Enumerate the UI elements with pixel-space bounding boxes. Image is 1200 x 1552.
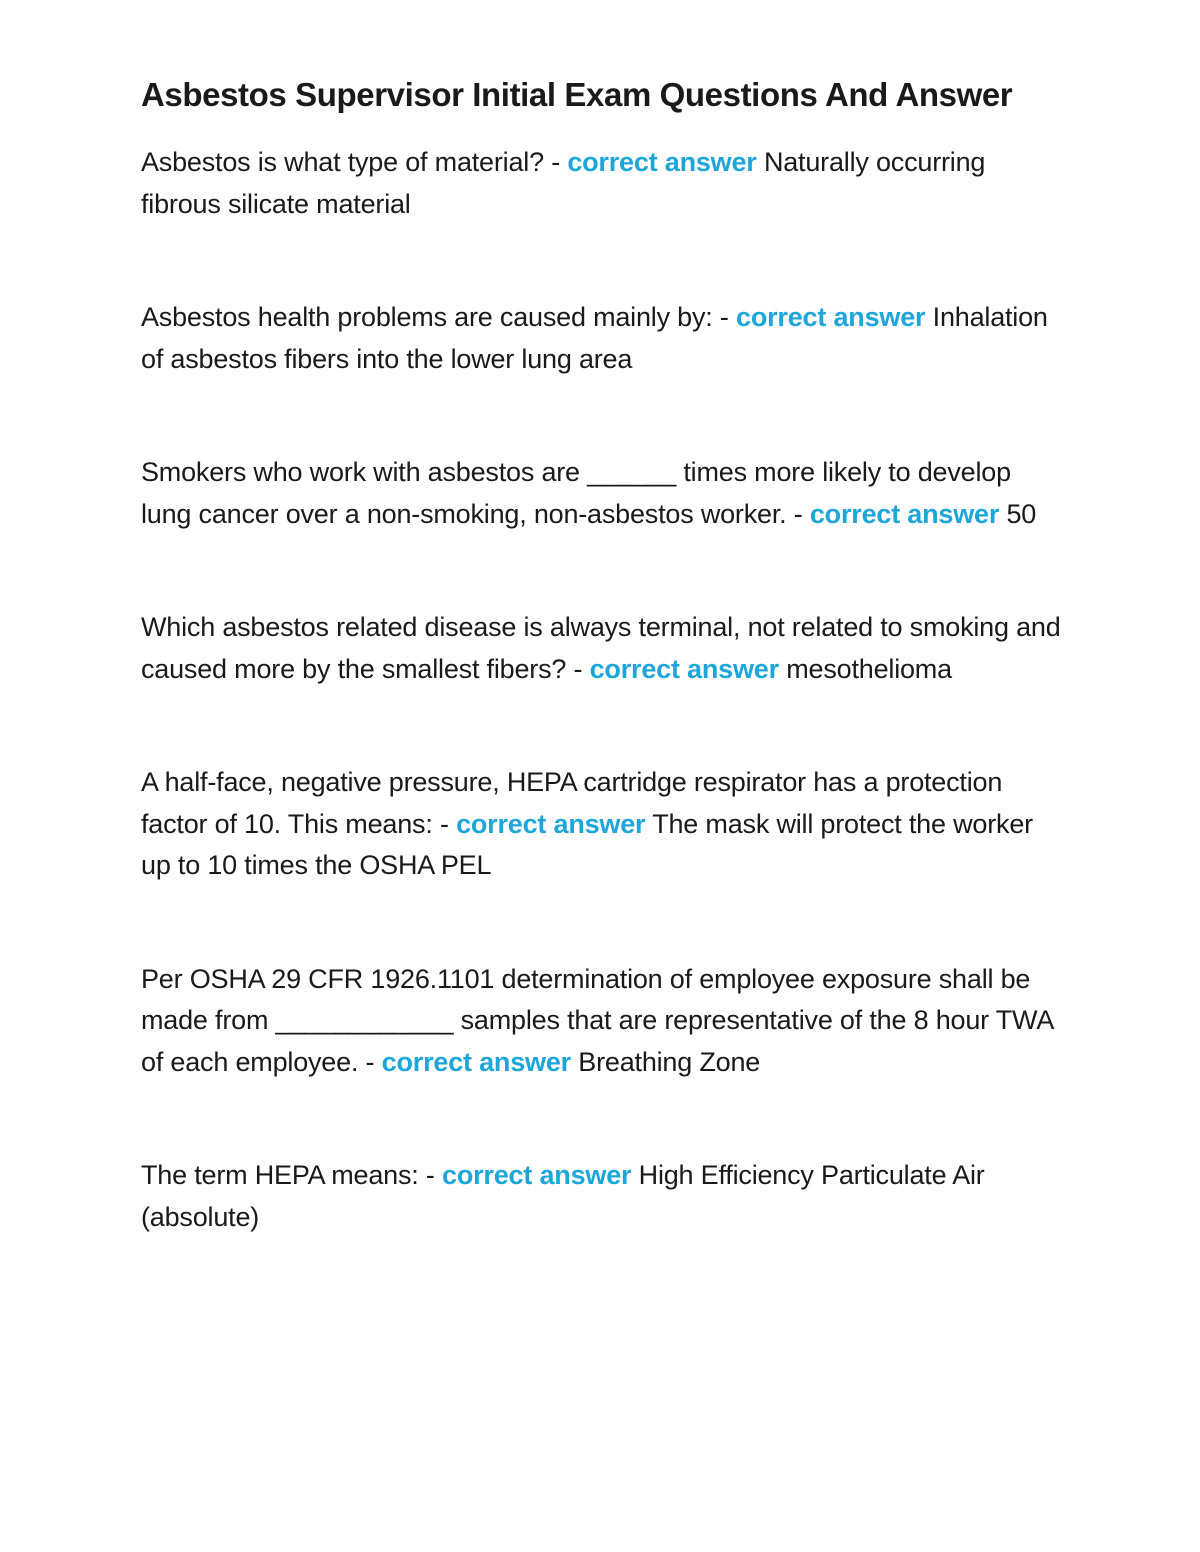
question-text: Which asbestos related disease is always terminal, not related to smoking and caused more by the smallest fibers? bbox=[141, 612, 1061, 684]
qa-item bbox=[141, 142, 1061, 225]
question-text: Asbestos is what type of material? bbox=[141, 147, 544, 177]
answer-text: Breathing Zone bbox=[578, 1046, 761, 1077]
answer-text: High Efficiency Particulate Air (absolute) bbox=[141, 1160, 985, 1232]
qa-item bbox=[141, 452, 1061, 535]
separator: - bbox=[786, 498, 810, 529]
correct-answer-marker: correct answer bbox=[589, 653, 779, 684]
correct-answer-marker: correct answer bbox=[736, 302, 926, 332]
document-title: Asbestos Supervisor Initial Exam Questions And Answer bbox=[141, 76, 1013, 113]
separator: - bbox=[543, 147, 568, 177]
answer-text: mesothelioma bbox=[786, 653, 952, 684]
separator: - bbox=[358, 1046, 382, 1077]
qa-item bbox=[141, 1155, 1061, 1238]
separator: - bbox=[418, 1160, 443, 1190]
qa-item bbox=[141, 762, 1061, 887]
separator: - bbox=[712, 302, 737, 332]
answer-text: 50 bbox=[1006, 498, 1037, 529]
question-text: Smokers who work with asbestos are ______ times more likely to develop lung cancer over a non-smoking, non-asbestos worker. bbox=[141, 457, 1011, 529]
answer-text: Naturally occurring fibrous silicate material bbox=[141, 147, 986, 219]
correct-answer-marker: correct answer bbox=[567, 147, 757, 177]
separator: - bbox=[432, 808, 457, 839]
qa-item bbox=[141, 607, 1061, 690]
question-text: Per OSHA 29 CFR 1926.1101 determination of employee exposure shall be made from ____________ samples that are representative of the 8 hour TWA of each employee. bbox=[141, 963, 1053, 1077]
correct-answer-marker: correct answer bbox=[381, 1046, 571, 1077]
answer-text: Inhalation of asbestos fibers into the lower lung area bbox=[141, 302, 1048, 374]
answer-text: The mask will protect the worker up to 10 times the OSHA PEL bbox=[141, 808, 1033, 880]
separator: - bbox=[566, 653, 590, 684]
question-text: A half-face, negative pressure, HEPA cartridge respirator has a protection factor of 10. This means: bbox=[141, 767, 1003, 839]
correct-answer-marker: correct answer bbox=[442, 1160, 632, 1190]
qa-item bbox=[141, 959, 1061, 1084]
question-text: The term HEPA means: bbox=[141, 1160, 419, 1190]
qa-item bbox=[141, 297, 1061, 380]
document-content bbox=[141, 74, 1061, 1238]
correct-answer-marker: correct answer bbox=[809, 498, 1000, 529]
question-text: Asbestos health problems are caused mainly by: bbox=[141, 302, 713, 332]
correct-answer-marker: correct answer bbox=[456, 808, 646, 839]
